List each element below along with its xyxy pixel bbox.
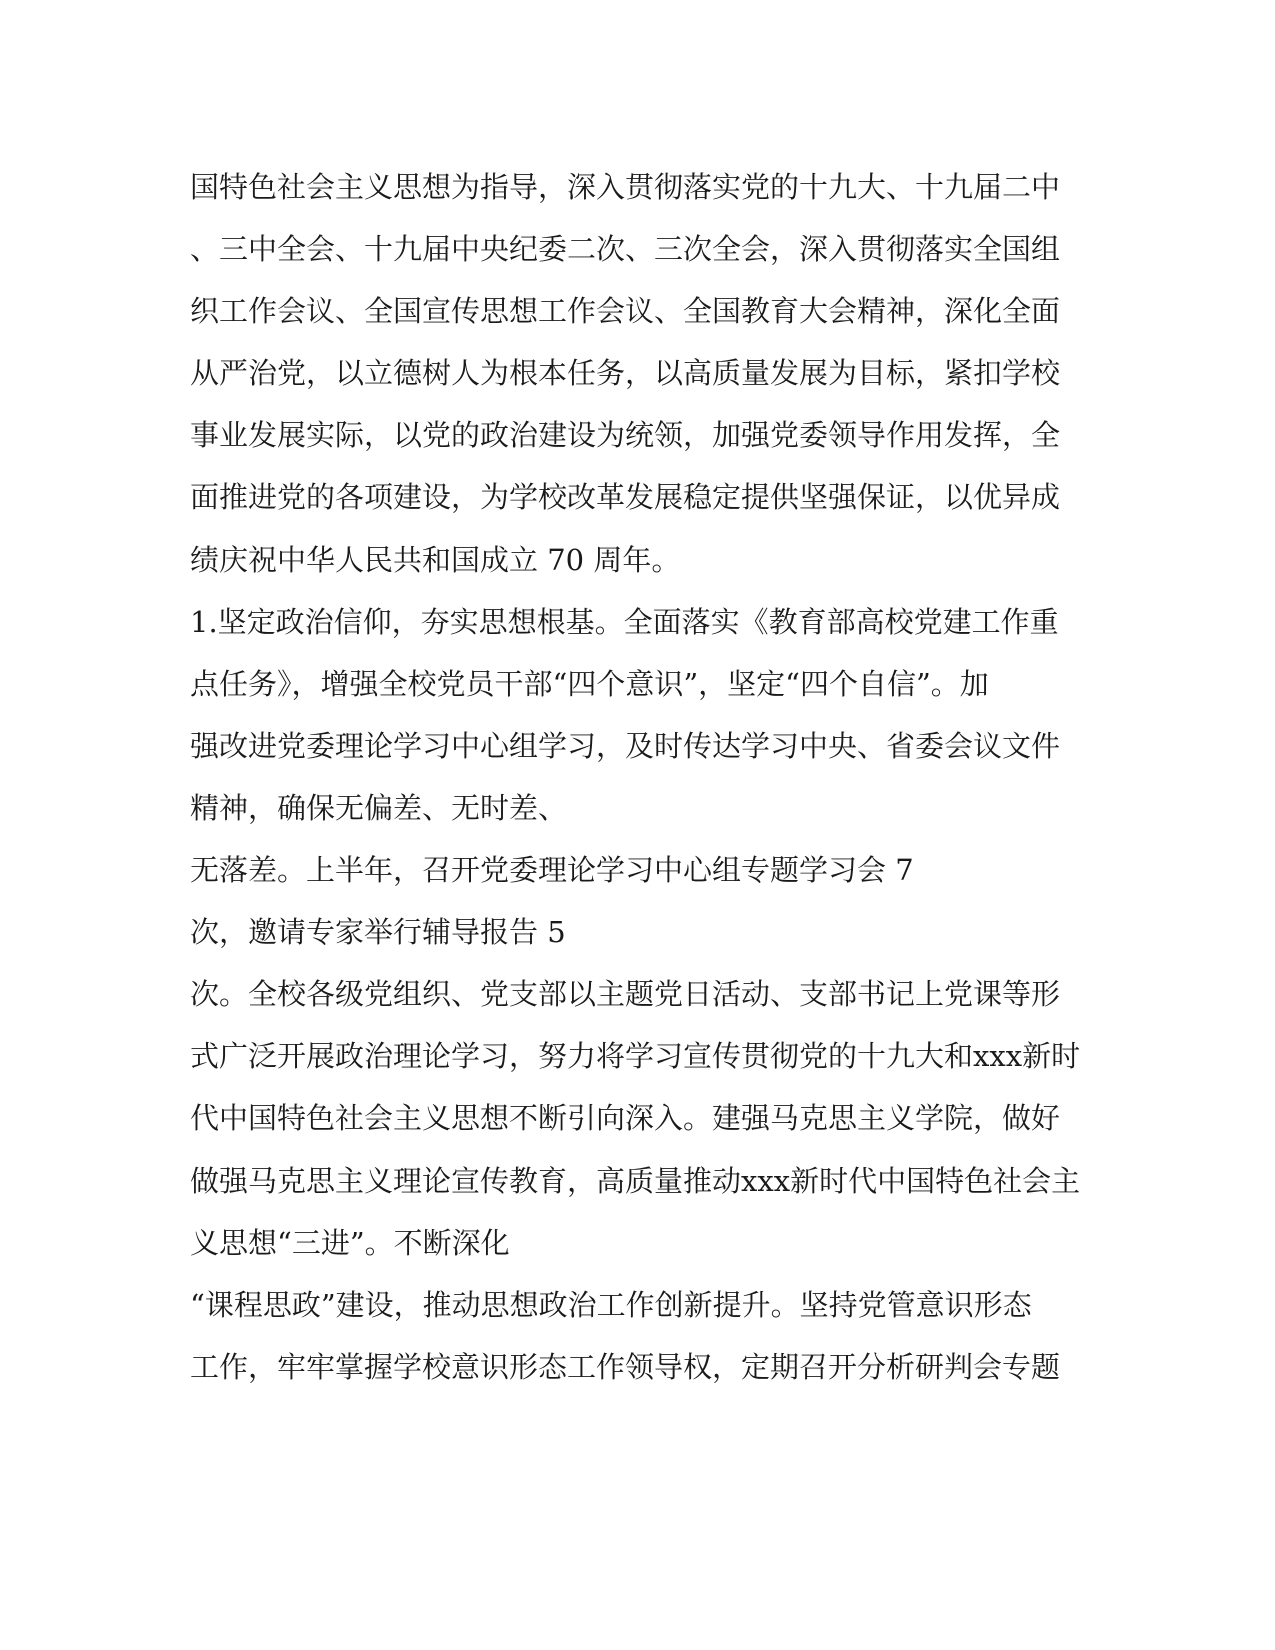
text-line: 式广泛开展政治理论学习，努力将学习宣传贯彻党的十九大和xxx新时 (190, 1039, 1081, 1074)
text-line: 精神，确保无偏差、无时差、 (190, 790, 568, 825)
text-line: 次，邀请专家举行辅导报告 5 (190, 915, 566, 950)
body-text (190, 156, 1090, 1398)
text-line: 、三中全会、十九届中央纪委二次、三次全会，深入贯彻落实全国组 (190, 232, 1061, 267)
text-line: 强改进党委理论学习中心组学习，及时传达学习中央、省委会议文件 (190, 728, 1061, 763)
text-line: 1.坚定政治信仰，夯实思想根基。全面落实《教育部高校党建工作重 (190, 604, 1059, 639)
text-line: 绩庆祝中华人民共和国成立 70 周年。 (190, 542, 681, 577)
text-line: 义思想“三进”。不断深化 (190, 1225, 510, 1260)
text-line: 事业发展实际，以党的政治建设为统领，加强党委领导作用发挥，全 (190, 418, 1061, 453)
text-line: 代中国特色社会主义思想不断引向深入。建强马克思主义学院，做好 (190, 1101, 1061, 1136)
text-line: 点任务》，增强全校党员干部“四个意识”，坚定“四个自信”。加 (190, 666, 989, 701)
text-line: 做强马克思主义理论宣传教育，高质量推动xxx新时代中国特色社会主 (190, 1163, 1081, 1198)
text-line: 从严治党，以立德树人为根本任务，以高质量发展为目标，紧扣学校 (190, 356, 1061, 391)
text-line: 织工作会议、全国宣传思想工作会议、全国教育大会精神，深化全面 (190, 294, 1061, 329)
text-line: “课程思政”建设，推动思想政治工作创新提升。坚持党管意识形态 (190, 1287, 1032, 1322)
text-line: 无落差。上半年，召开党委理论学习中心组专题学习会 7 (190, 853, 914, 888)
text-line: 面推进党的各项建设，为学校改革发展稳定提供坚强保证，以优异成 (190, 480, 1061, 515)
text-line: 工作，牢牢掌握学校意识形态工作领导权，定期召开分析研判会专题 (190, 1349, 1061, 1384)
text-line: 次。全校各级党组织、党支部以主题党日活动、支部书记上党课等形 (190, 977, 1061, 1012)
text-line: 国特色社会主义思想为指导，深入贯彻落实党的十九大、十九届二中 (190, 170, 1061, 204)
